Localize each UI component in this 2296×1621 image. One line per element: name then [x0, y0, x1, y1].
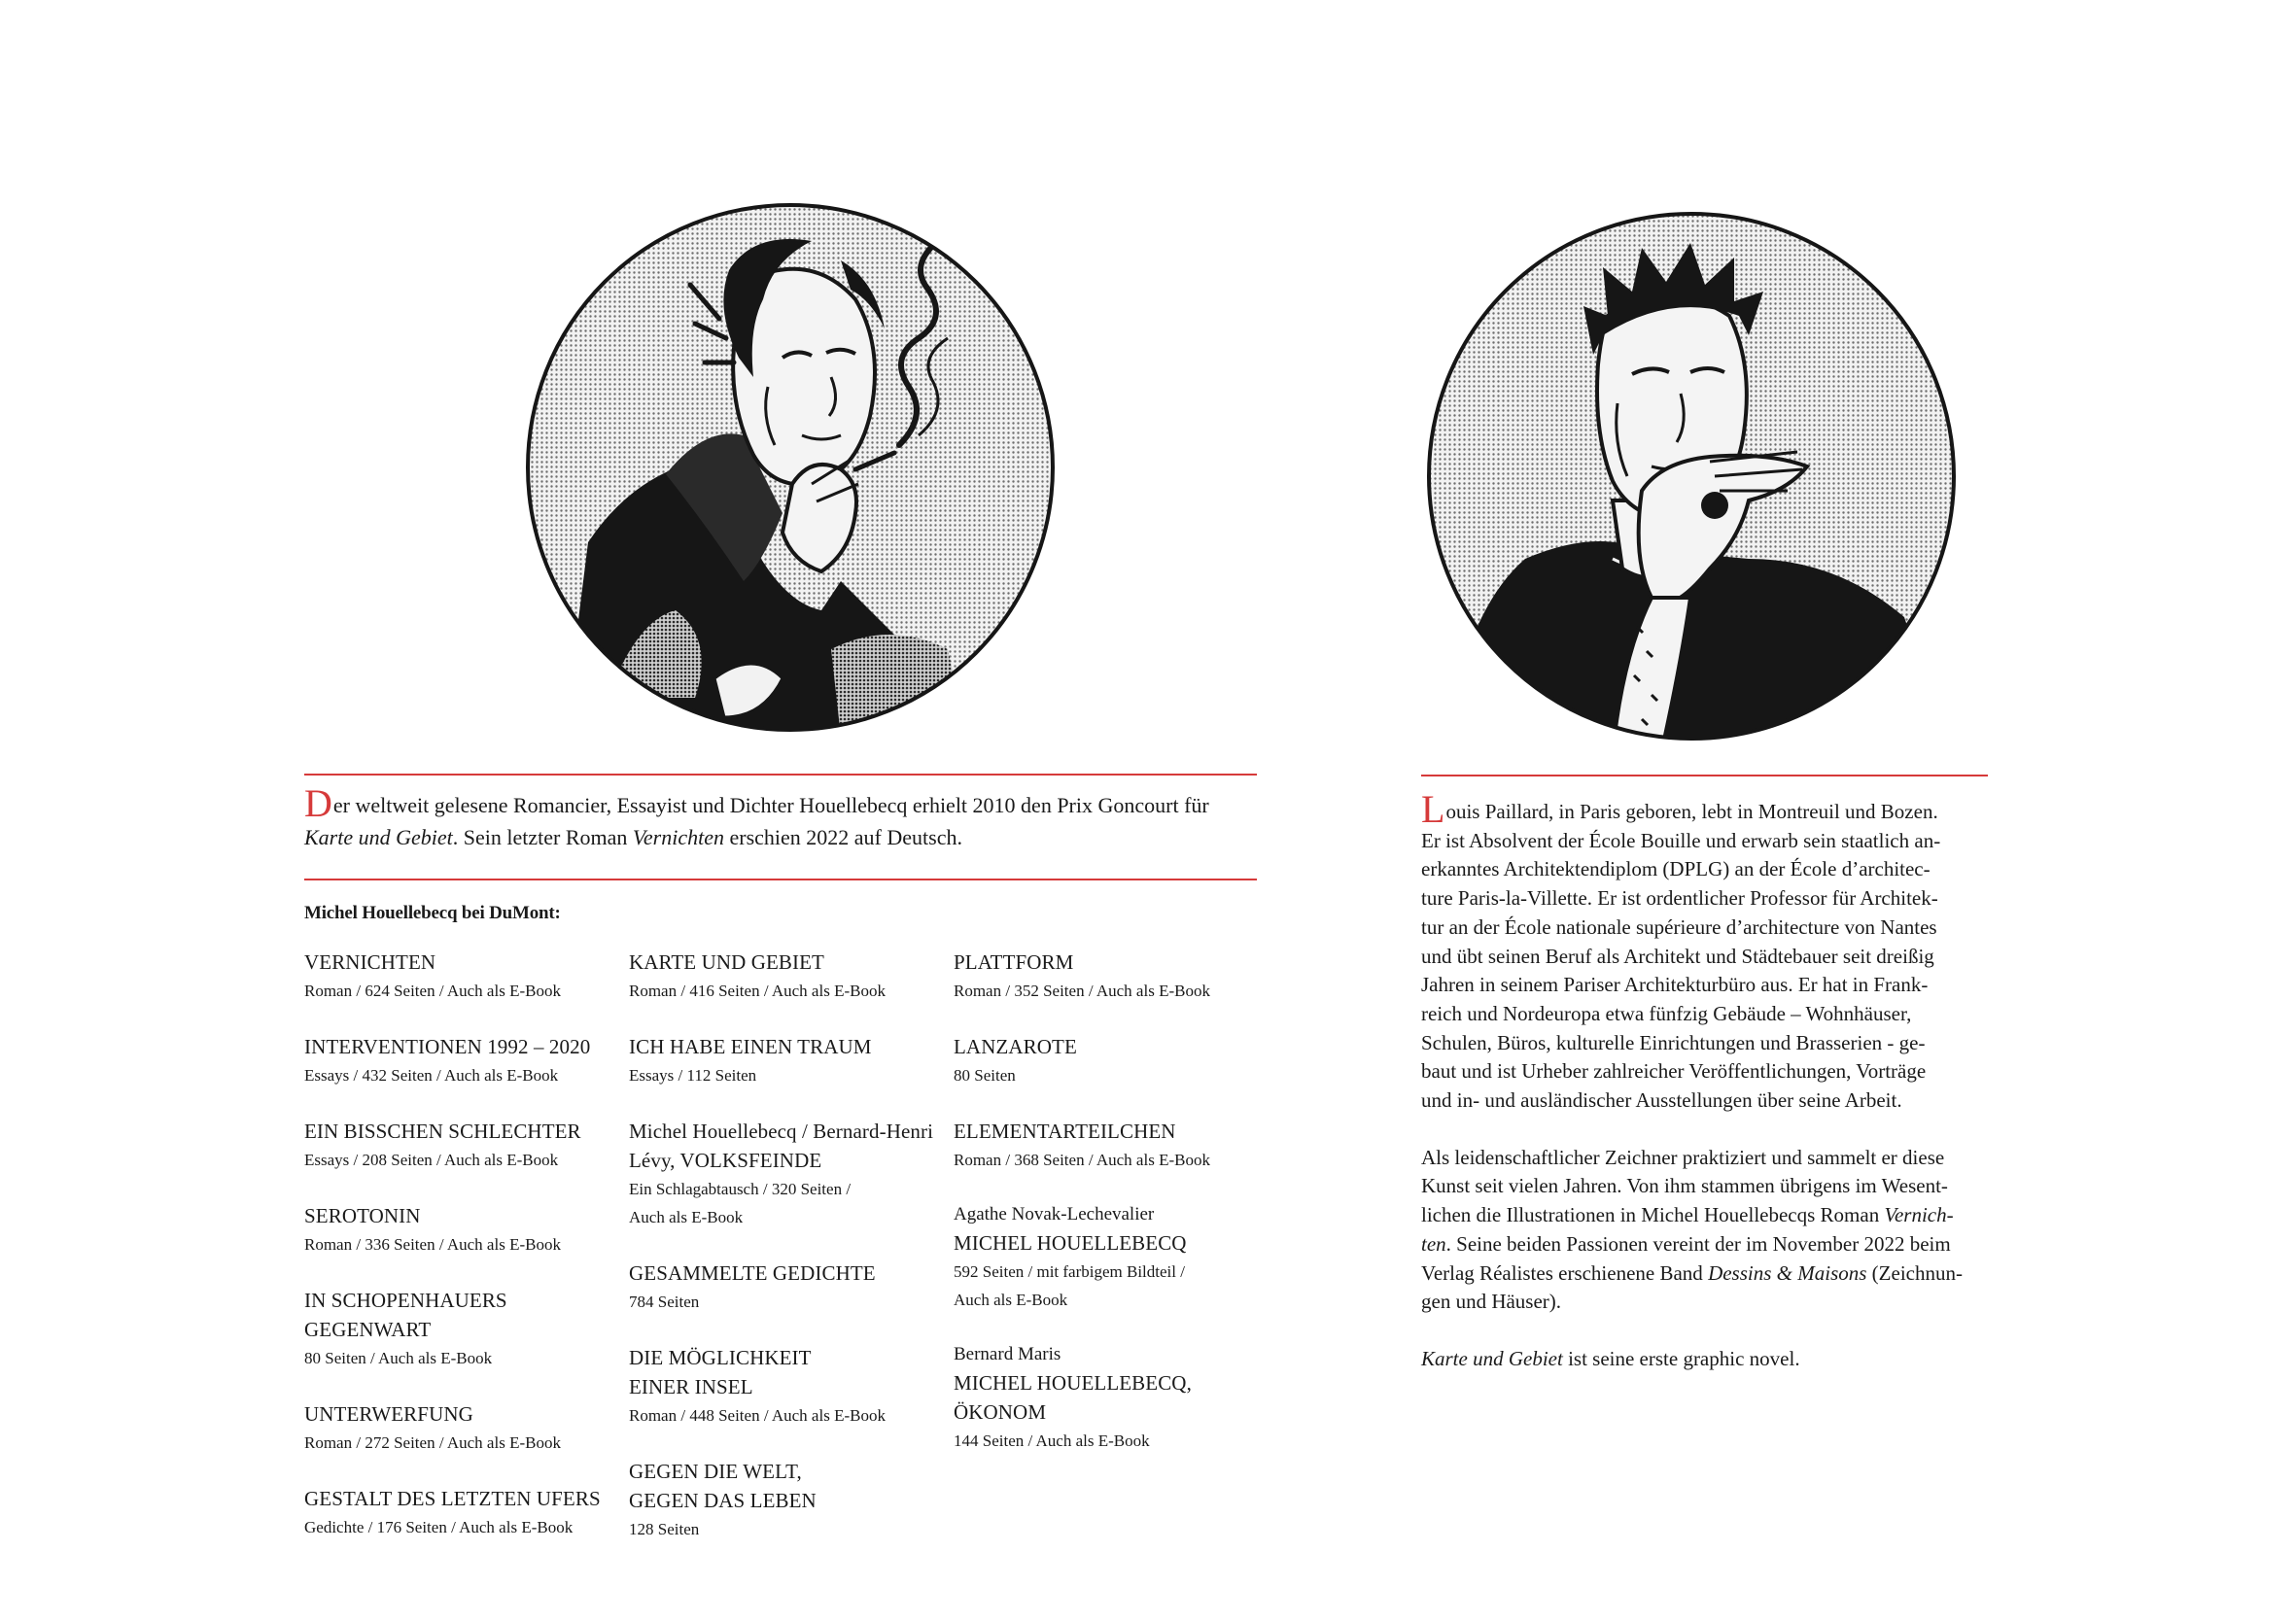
intro-text-2: . Sein letzter Roman	[452, 825, 633, 849]
bio-line: und in- und ausländischer Ausstellungen über seine Arbeit.	[1421, 1088, 1902, 1113]
book-meta-line-2: Auch als E-Book	[629, 1208, 744, 1226]
bio-line: erkanntes Architektendiplom (DPLG) an der École d’architec-	[1421, 857, 1931, 881]
book-title: VERNICHTEN	[304, 950, 436, 974]
book-entry	[954, 1341, 1274, 1455]
book-meta-line-1: 592 Seiten / mit farbigem Bildteil /	[954, 1262, 1185, 1281]
bio-italic-title: Dessins & Maisons	[1708, 1260, 1867, 1285]
bio-paragraph-2	[1421, 1144, 1985, 1317]
book-entry	[304, 1286, 625, 1372]
book-entry	[629, 948, 950, 1005]
book-meta: 80 Seiten / Auch als E-Book	[304, 1349, 493, 1367]
book-entry	[954, 1117, 1274, 1174]
bio-paragraph-1	[1421, 787, 1985, 1116]
bio-paragraph-3	[1421, 1345, 1985, 1374]
paillard-portrait-illustration	[1418, 209, 1965, 743]
book-title: EIN BISSCHEN SCHLECHTER	[304, 1120, 581, 1143]
bibliography-column-3	[954, 948, 1274, 1482]
book-author: Bernard Maris	[954, 1344, 1061, 1364]
book-title: MICHEL HOUELLEBECQ	[954, 1231, 1187, 1255]
bio-line: Als leidenschaftlicher Zeichner praktiziert und sammelt er diese	[1421, 1145, 1945, 1169]
book-entry	[629, 1343, 950, 1430]
bio-line: baut und ist Urheber zahlreicher Veröffentlichungen, Vorträge	[1421, 1059, 1927, 1084]
book-meta-line-1: Ein Schlagabtausch / 320 Seiten /	[629, 1180, 852, 1198]
paillard-portrait	[1418, 209, 1965, 743]
book-meta: Roman / 448 Seiten / Auch als E-Book	[629, 1406, 886, 1425]
bio-line: Schulen, Büros, kulturelle Einrichtungen und Brasserien - ge-	[1421, 1030, 1926, 1054]
intro-paragraph	[304, 781, 1257, 853]
rule-left-bottom	[304, 879, 1257, 880]
book-title: LANZAROTE	[954, 1035, 1077, 1058]
book-title-line-2: GEGEN DAS LEBEN	[629, 1489, 817, 1512]
book-title-line-1: IN SCHOPENHAUERS	[304, 1289, 507, 1312]
intro-dropcap: D	[304, 781, 332, 825]
book-entry	[629, 1457, 950, 1543]
book-meta: 80 Seiten	[954, 1066, 1016, 1085]
book-entry	[954, 948, 1274, 1005]
bio-italic-title: Karte und Gebiet	[1421, 1346, 1563, 1370]
bio-line: ist seine erste graphic novel.	[1562, 1346, 1800, 1370]
houellebecq-portrait	[520, 192, 1061, 744]
bio-line: ouis Paillard, in Paris geboren, lebt in Montreuil und Bozen.	[1445, 800, 1938, 823]
book-title: ELEMENTARTEILCHEN	[954, 1120, 1176, 1143]
book-meta-line-2: Auch als E-Book	[954, 1291, 1068, 1309]
intro-text-1: er weltweit gelesene Romancier, Essayist und Dichter Houellebecq erhielt 2010 den Prix Goncourt für	[332, 793, 1209, 817]
book-meta: Roman / 416 Seiten / Auch als E-Book	[629, 982, 886, 1000]
bio-line: Jahren in seinem Pariser Architekturbüro aus. Er hat in Frank-	[1421, 973, 1929, 997]
book-entry	[954, 1201, 1274, 1314]
book-entry	[304, 1201, 625, 1259]
book-meta: Essays / 112 Seiten	[629, 1066, 757, 1085]
houellebecq-portrait-illustration	[520, 192, 1061, 744]
book-title: UNTERWERFUNG	[304, 1402, 473, 1426]
book-title: KARTE UND GEBIET	[629, 950, 824, 974]
book-entry	[304, 1032, 625, 1089]
bio-line: lichen die Illustrationen in Michel Houellebecqs Roman	[1421, 1203, 1885, 1227]
bibliography-column-2	[629, 948, 950, 1570]
bio-line: . Seine beiden Passionen vereint der im November 2022 beim	[1445, 1231, 1951, 1256]
book-title-line-2: EINER INSEL	[629, 1375, 753, 1398]
bio-line: tur an der École nationale supérieure d’architecture von Nantes	[1421, 914, 1937, 939]
book-title: Lévy, VOLKSFEINDE	[629, 1149, 822, 1172]
book-entry	[629, 1117, 950, 1231]
book-title: SEROTONIN	[304, 1204, 421, 1227]
bio-line: Er ist Absolvent der École Bouille und erwarb sein staatlich an-	[1421, 828, 1941, 852]
bibliography-column-1	[304, 948, 625, 1569]
bibliography-heading: Michel Houellebecq bei DuMont:	[304, 903, 561, 923]
bio-line: und übt seinen Beruf als Architekt und Städtebauer seit dreißig	[1421, 944, 1934, 968]
intro-text-3: erschien 2022 auf Deutsch.	[723, 825, 962, 849]
book-title-line-1: MICHEL HOUELLEBECQ,	[954, 1371, 1192, 1395]
book-title: INTERVENTIONEN 1992 – 2020	[304, 1035, 591, 1058]
book-meta: 784 Seiten	[629, 1293, 700, 1311]
bio-line: Verlag Réalistes erschienene Band	[1421, 1260, 1709, 1285]
bio-italic-title: ten	[1421, 1231, 1446, 1256]
book-meta: 144 Seiten / Auch als E-Book	[954, 1431, 1150, 1450]
book-meta: Roman / 272 Seiten / Auch als E-Book	[304, 1433, 561, 1452]
book-title: GESTALT DES LETZTEN UFERS	[304, 1487, 601, 1510]
bio-italic-title: Vernich-	[1884, 1203, 1954, 1227]
book-title-line-1: GEGEN DIE WELT,	[629, 1460, 802, 1483]
book-meta: Roman / 368 Seiten / Auch als E-Book	[954, 1151, 1210, 1169]
book-meta: 128 Seiten	[629, 1520, 700, 1538]
book-author: Michel Houellebecq / Bernard-Henri	[629, 1120, 934, 1143]
bio-line: ture Paris-la-Villette. Er ist ordentlicher Professor für Architek-	[1421, 886, 1938, 911]
book-entry	[304, 1399, 625, 1457]
book-meta: Roman / 352 Seiten / Auch als E-Book	[954, 982, 1210, 1000]
book-title: GESAMMELTE GEDICHTE	[629, 1261, 876, 1285]
bio-line: (Zeichnun-	[1866, 1260, 1963, 1285]
intro-italic-title-1: Karte und Gebiet	[304, 825, 453, 849]
bio-line: gen und Häuser).	[1421, 1290, 1562, 1314]
book-title: ICH HABE EINEN TRAUM	[629, 1035, 872, 1058]
book-title-line-2: ÖKONOM	[954, 1400, 1047, 1424]
bio-line: reich und Nordeuropa etwa fünfzig Gebäude – Wohnhäuser,	[1421, 1001, 1912, 1025]
book-entry	[954, 1032, 1274, 1089]
book-entry	[629, 1032, 950, 1089]
rule-right-top	[1421, 775, 1988, 776]
book-meta: Essays / 432 Seiten / Auch als E-Book	[304, 1066, 559, 1085]
book-meta: Essays / 208 Seiten / Auch als E-Book	[304, 1151, 559, 1169]
book-entry	[629, 1259, 950, 1316]
book-meta: Roman / 336 Seiten / Auch als E-Book	[304, 1235, 561, 1254]
book-meta: Roman / 624 Seiten / Auch als E-Book	[304, 982, 561, 1000]
rule-left-top	[304, 774, 1257, 776]
intro-italic-title-2: Vernichten	[632, 825, 724, 849]
book-entry	[304, 1117, 625, 1174]
book-entry	[304, 1484, 625, 1541]
bio-line: Kunst seit vielen Jahren. Von ihm stammen übrigens im Wesent-	[1421, 1174, 1948, 1198]
book-title-line-1: DIE MÖGLICHKEIT	[629, 1346, 812, 1369]
bio-dropcap: L	[1421, 787, 1445, 831]
book-title: PLATTFORM	[954, 950, 1074, 974]
book-entry	[304, 948, 625, 1005]
book-title-line-2: GEGENWART	[304, 1318, 432, 1341]
book-meta: Gedichte / 176 Seiten / Auch als E-Book	[304, 1518, 574, 1536]
book-author: Agathe Novak-Lechevalier	[954, 1204, 1155, 1224]
biography	[1421, 787, 1985, 1402]
